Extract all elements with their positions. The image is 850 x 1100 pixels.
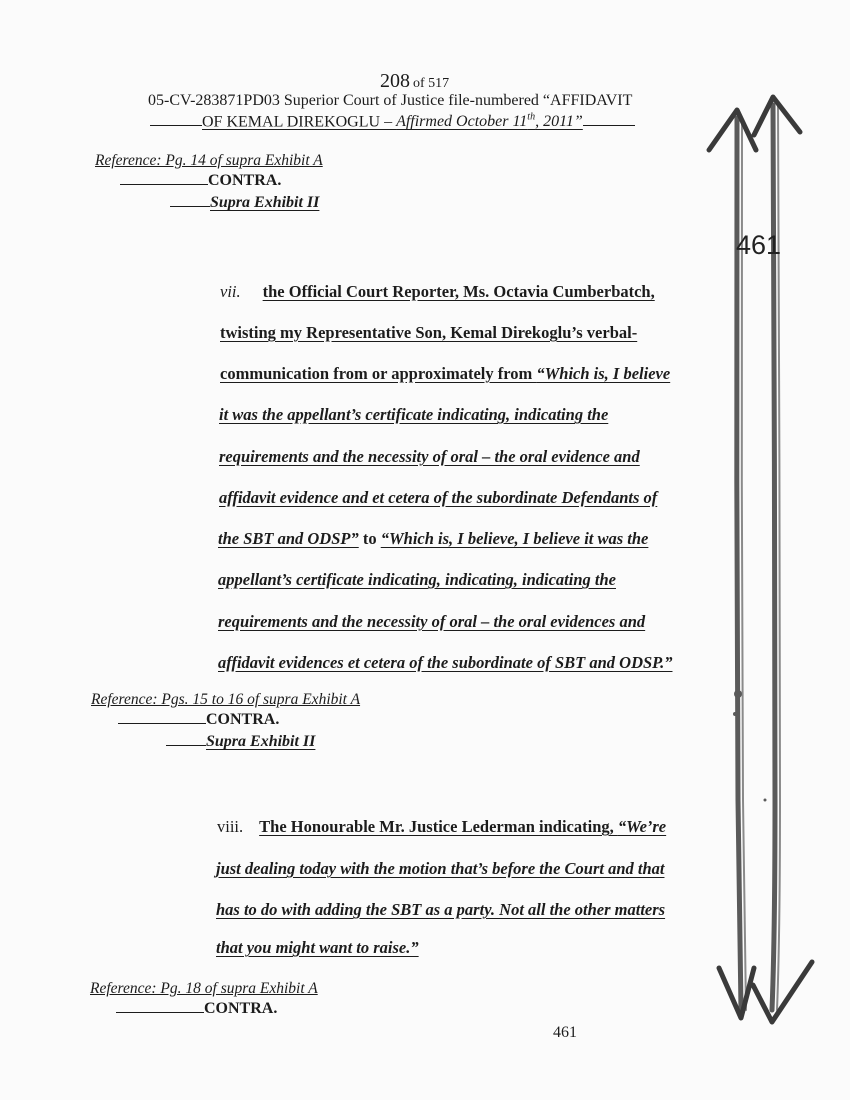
para-viii-text: The Honourable Mr. Justice Lederman indicating, <box>259 817 618 836</box>
title-affirmed-text: Affirmed October 11 <box>396 113 528 131</box>
para-viii-text: that you might want to raise.” <box>216 938 419 957</box>
page-total: of 517 <box>413 76 450 91</box>
para-vii-quote: “Which is, I believe <box>536 364 671 383</box>
reference-label-text: Reference: Pg. 18 of supra Exhibit A <box>90 980 318 997</box>
para-vii-text: affidavit evidence and et cetera of the subordinate Defendants of <box>219 488 658 507</box>
left-arrow-head-bottom <box>719 968 754 1018</box>
title-main: OF KEMAL DIREKOGLU – <box>202 113 397 131</box>
exhibit-text: Supra Exhibit II <box>206 733 316 750</box>
para-vii-text: requirements and the necessity of oral – the oral evidence and <box>219 447 640 466</box>
right-arrow-head-bottom <box>753 962 812 1022</box>
contra-text: CONTRA. <box>204 1000 278 1017</box>
left-arrow-head-top <box>709 110 756 150</box>
contra-text: CONTRA. <box>208 172 282 189</box>
para-vii-text: appellant’s certificate indicating, indicating, indicating the <box>218 570 616 589</box>
page-number-value: 208 <box>380 70 410 92</box>
contra-text: CONTRA. <box>206 711 280 728</box>
reference-label-text: Reference: Pgs. 15 to 16 of supra Exhibit A <box>91 691 361 708</box>
para-vii-to: to <box>358 529 381 548</box>
reference-label-text: Reference: Pg. 14 of supra Exhibit A <box>95 152 323 169</box>
para-viii-text: just dealing today with the motion that’s before the Court and that <box>216 859 665 878</box>
footer-page-number: 461 <box>553 1024 577 1041</box>
title-sup: th <box>527 112 536 123</box>
para-vii-text: the Official Court Reporter, Ms. Octavia Cumberbatch, <box>262 282 655 301</box>
case-line: 05-CV-283871PD03 Superior Court of Justice file-numbered “AFFIDAVIT <box>148 92 633 109</box>
para-vii-text: it was the appellant’s certificate indicating, indicating the <box>219 405 609 424</box>
para-vii-text: affidavit evidences et cetera of the subordinate of SBT and ODSP.” <box>218 653 673 672</box>
right-arrow-head-top <box>754 97 800 135</box>
para-vii-text: requirements and the necessity of oral – the oral evidences and <box>218 612 646 631</box>
para-vii-text: communication from or approximately from <box>220 364 537 383</box>
para-vii-text: the SBT and ODSP” <box>218 529 359 548</box>
para-viii-numeral: viii. <box>217 817 244 836</box>
para-vii-quote: “Which is, I believe, I believe it was the <box>380 529 649 548</box>
stamped-number: 461 <box>736 230 782 260</box>
exhibit-text: Supra Exhibit II <box>210 194 320 211</box>
ink-speck <box>734 690 742 698</box>
para-vii-numeral: vii. <box>220 282 241 301</box>
para-vii-text: twisting my Representative Son, Kemal Direkoglu’s verbal- <box>220 323 638 342</box>
para-viii-quote: “We’re <box>617 817 667 836</box>
title-end: , 2011” <box>535 113 583 131</box>
ink-speck <box>764 799 767 802</box>
para-viii-text: has to do with adding the SBT as a party. Not all the other matters <box>216 900 666 919</box>
ink-speck <box>733 712 737 716</box>
